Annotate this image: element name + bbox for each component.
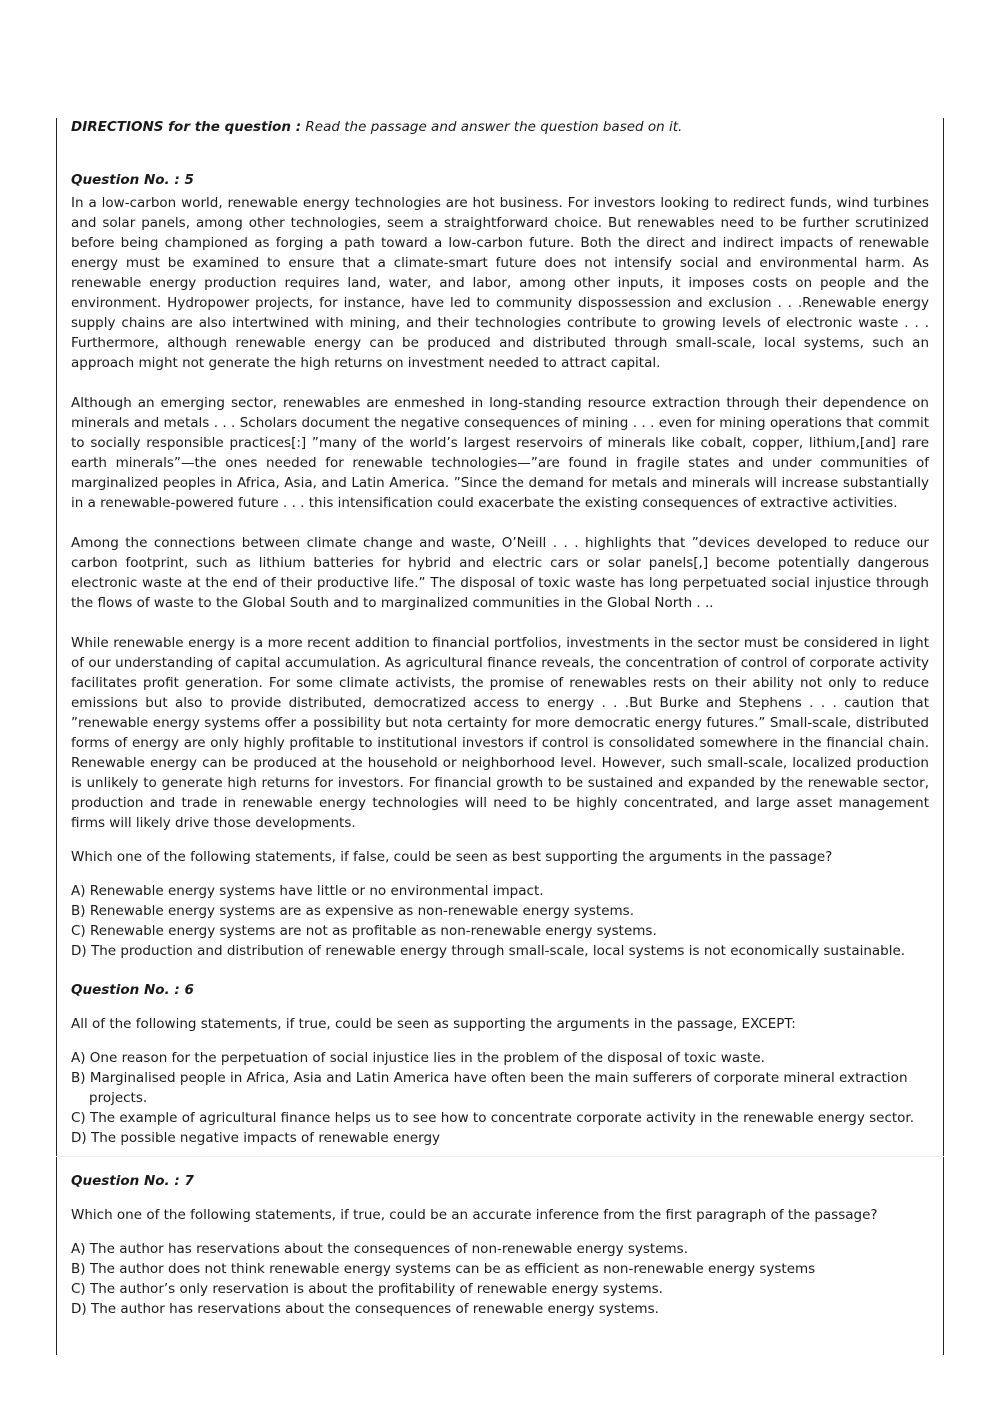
question-divider [56,1156,944,1157]
option-c[interactable]: C) The author’s only reservation is about the profitability of renewable energy systems. [71,1281,663,1297]
question-5-heading: Question No. : 5 [71,172,194,188]
option-b[interactable]: B) The author does not think renewable energy systems can be as efficient as non-renewable energy systems [71,1261,816,1277]
page-border-left [56,118,57,1355]
question-6-stem: All of the following statements, if true, could be seen as supporting the arguments in the passage, EXCEPT: [71,1016,796,1032]
option-c[interactable]: C) Renewable energy systems are not as profitable as non-renewable energy systems. [71,923,657,939]
option-a[interactable]: A) The author has reservations about the consequences of non-renewable energy systems. [71,1241,688,1257]
passage-paragraph-2: Although an emerging sector, renewables are enmeshed in long-standing resource extraction through their dependence on minerals and metals . . . Scholars document the negative consequences of mining . . . even for mining operations that commit to socially responsible practices[:] ”many of the world’s largest reservoirs of minerals like cobalt, copper, lithium,[and] rare earth minerals”—the ones needed for renewable technologies—”are found in fragile states and under communities of marginalized peoples in Africa, Asia, and Latin America. ”Since the demand for metals and minerals will increase substantially in a renewable-powered future . . . this intensification could exacerbate the existing consequences of extractive activities. [71,395,929,511]
option-a[interactable]: A) Renewable energy systems have little or no environmental impact. [71,883,544,899]
option-d[interactable]: D) The production and distribution of renewable energy through small-scale, local systems is not economically sustainable. [71,943,906,959]
page-border-right [943,118,944,1355]
option-b[interactable]: B) Marginalised people in Africa, Asia and Latin America have often been the main sufferers of corporate mineral extraction projects. [71,1070,908,1106]
question-7-heading: Question No. : 7 [71,1173,194,1189]
directions [71,117,929,137]
question-6-heading: Question No. : 6 [71,982,194,998]
passage-paragraph-3: Among the connections between climate change and waste, O’Neill . . . highlights that ”devices developed to reduce our carbon footprint, such as lithium batteries for hybrid and electric cars or solar panels[,] become potentially dangerous electronic waste at the end of their productive life.” The disposal of toxic waste has long perpetuated social injustice through the flows of waste to the Global South and to marginalized communities in the Global North . .. [71,535,929,611]
passage-paragraph-1: In a low-carbon world, renewable energy technologies are hot business. For investors looking to redirect funds, wind turbines and solar panels, among other technologies, seem a straightforward choice. But renewables need to be further scrutinized before being championed as forging a path toward a low-carbon future. Both the direct and indirect impacts of renewable energy must be examined to ensure that a climate-smart future does not intensify social and environmental harm. As renewable energy production requires land, water, and labor, among other inputs, it imposes costs on people and the environment. Hydropower projects, for instance, have led to community dispossession and exclusion . . .Renewable energy supply chains are also intertwined with mining, and their technologies contribute to growing levels of electronic waste . . . Furthermore, although renewable energy can be produced and distributed through small-scale, local systems, such an approach might not generate the high returns on investment needed to attract capital. [71,195,929,371]
question-7-stem: Which one of the following statements, if true, could be an accurate inference from the first paragraph of the passage? [71,1207,878,1223]
option-a[interactable]: A) One reason for the perpetuation of social injustice lies in the problem of the disposal of toxic waste. [71,1050,765,1066]
directions-text: Read the passage and answer the question based on it. [301,119,683,135]
question-sheet [71,117,929,1319]
question-7-options [71,1239,929,1319]
question-5-stem: Which one of the following statements, if false, could be seen as best supporting the arguments in the passage? [71,849,833,865]
option-d[interactable]: D) The author has reservations about the consequences of renewable energy systems. [71,1301,659,1317]
option-c[interactable]: C) The example of agricultural finance helps us to see how to concentrate corporate activity in the renewable energy sector. [71,1110,915,1126]
option-b[interactable]: B) Renewable energy systems are as expensive as non-renewable energy systems. [71,903,634,919]
option-d[interactable]: D) The possible negative impacts of renewable energy [71,1130,441,1146]
question-5-options [71,881,929,961]
passage-paragraph-4: While renewable energy is a more recent addition to financial portfolios, investments in the sector must be considered in light of our understanding of capital accumulation. As agricultural finance reveals, the concentration of control of corporate activity facilitates profit generation. For some climate activists, the promise of renewables rests on their ability not only to reduce emissions but also to provide distributed, democratized access to energy . . .But Burke and Stephens . . . caution that ”renewable energy systems offer a possibility but nota certainty for more democratic energy futures.” Small-scale, distributed forms of energy are only highly profitable to institutional investors if control is consolidated somewhere in the financial chain. Renewable energy can be produced at the household or neighborhood level. However, such small-scale, localized production is unlikely to generate high returns for investors. For financial growth to be sustained and expanded by the renewable sector, production and trade in renewable energy technologies will need to be highly concentrated, and large asset management firms will likely drive those developments. [71,635,929,831]
directions-label: DIRECTIONS for the question : [71,119,302,135]
question-6-options [71,1048,929,1148]
